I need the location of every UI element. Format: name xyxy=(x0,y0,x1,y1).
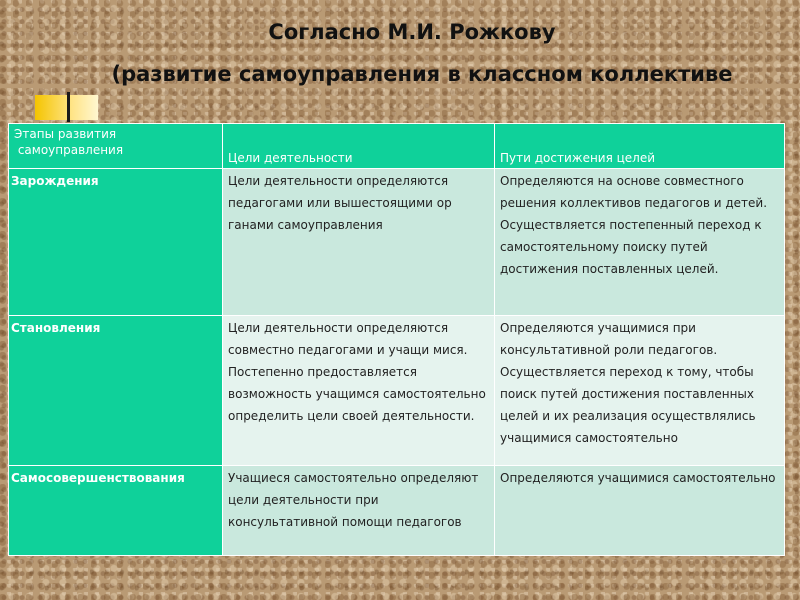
ways-cell: Определяются учащимися самостоятельно xyxy=(495,466,785,556)
goals-cell: Учащиеся самостоятельно определяют цели деятельности при консультативной помощи педагогов xyxy=(223,466,495,556)
stage-cell: Самосовершенствования xyxy=(9,466,223,556)
header-goals: Цели деятельности xyxy=(223,124,495,169)
slide-subtitle: (развитие самоуправления в классном коллективе xyxy=(111,62,733,86)
table-row xyxy=(9,466,785,556)
table-header-row xyxy=(9,124,785,169)
header-stages-line1: Этапы развития xyxy=(14,127,117,141)
table-row xyxy=(9,169,785,316)
decorative-line xyxy=(67,92,70,122)
header-stages xyxy=(9,124,223,169)
stage-cell: Зарождения xyxy=(9,169,223,316)
ways-cell: Определяются на основе совместного решения коллективов педагогов и детей. Осуществляется постепенный переход к самостоятельному поиску путей достижения поставленных целей. xyxy=(495,169,785,316)
goals-cell: Цели деятельности определяются совместно педагогами и учащи мися. Постепенно предоставляется возможность учащимся самостоятельно определить цели своей деятельности. xyxy=(223,316,495,466)
header-stages-line2: самоуправления xyxy=(14,143,124,157)
self-government-table xyxy=(8,123,785,556)
ways-cell: Определяются учащимися при консультативной роли педагогов. Осуществляется переход к тому, чтобы поиск путей достижения поставленных целей и их реализация осуществлялись учащимися самостоятельно xyxy=(495,316,785,466)
goals-cell: Цели деятельности определяются педагогами или вышестоящими ор ганами самоуправления xyxy=(223,169,495,316)
header-ways: Пути достижения целей xyxy=(495,124,785,169)
stage-cell: Становления xyxy=(9,316,223,466)
slide-title: Согласно М.И. Рожкову xyxy=(268,20,556,44)
table-row xyxy=(9,316,785,466)
